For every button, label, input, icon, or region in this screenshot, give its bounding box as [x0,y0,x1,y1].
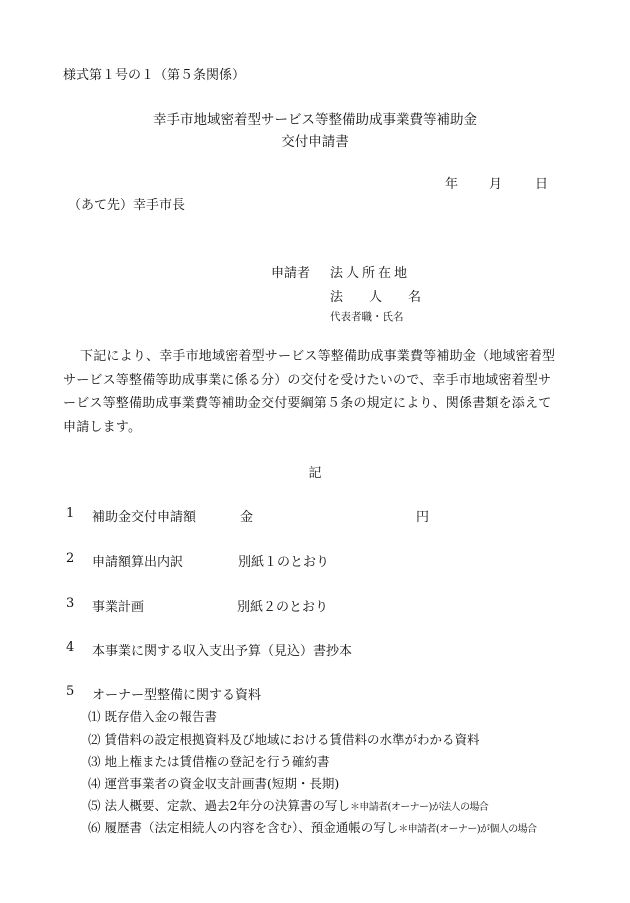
representative-label: 代表者職・氏名 [330,311,404,323]
item-label: 本事業に関する収入支出予算（見込）書抄本 [92,644,353,659]
corporate-address-label: 法人所在地 [330,266,411,281]
date-day: 日 [535,177,549,192]
document-subtitle: 交付申請書 [281,134,349,150]
date-month: 月 [489,177,503,192]
item-label: オーナー型整備に関する資料 [92,688,262,703]
amount-kin: 金 [240,510,254,525]
item-number: 3 [66,596,75,611]
document-list-item: ⑴ 既存借入金の報告書 [88,709,217,724]
document-note: ＊申請者(オーナー)が個人の場合 [398,824,537,835]
date-year: 年 [445,177,459,192]
corporate-name-char: 名 [408,290,422,305]
ki-heading: 記 [308,466,322,481]
item-detail: 別紙１のとおり [238,555,330,570]
item-number: 5 [66,684,75,699]
document-list-item: ⑷ 運営事業者の資金収支計画書(短期・長期) [88,776,340,791]
corporate-name-char: 人 [369,290,383,305]
item-number: 2 [66,551,75,566]
document-note: ＊申請者(オーナー)が法人の場合 [349,802,489,813]
corporate-name-char: 法 [330,290,344,305]
form-number: 様式第１号の１（第５条関係） [63,68,246,83]
document-list-item: ⑸ 法人概要、定款、過去2年分の決算書の写し＊申請者(オーナー)が法人の場合 [88,798,489,813]
document-list-item: ⑶ 地上権または賃借権の登記を行う確約書 [88,754,330,769]
document-list-item: ⑹ 履歴書（法定相続人の内容を含む）、預金通帳の写し＊申請者(オーナー)が個人の場合 [88,820,537,835]
item-label: 事業計画 [92,600,145,615]
item-label: 補助金交付申請額 [92,510,197,525]
applicant-label: 申請者 [271,266,311,281]
item-label: 申請額算出内訳 [92,555,184,570]
addressee: （あて先）幸手市長 [68,198,186,213]
item-number: 4 [66,640,75,655]
body-paragraph: 下記により、幸手市地域密着型サービス等整備助成事業費等補助金（地域密着型サービス等整備等助成事業に係る分）の交付を受けたいので、幸手市地域密着型サービス等整備助成事業費等補助金交付要綱第５条の規定により、関係書類を添えて申請します。 [63,349,556,435]
item-detail: 別紙２のとおり [237,600,329,615]
item-number: 1 [66,506,75,521]
document-title: 幸手市地域密着型サービス等整備助成事業費等補助金 [153,112,477,128]
corporate-name-label [330,286,421,305]
amount-yen: 円 [416,510,430,525]
document-list-item: ⑵ 賃借料の設定根拠資料及び地域における賃借料の水準がわかる資料 [88,732,480,747]
